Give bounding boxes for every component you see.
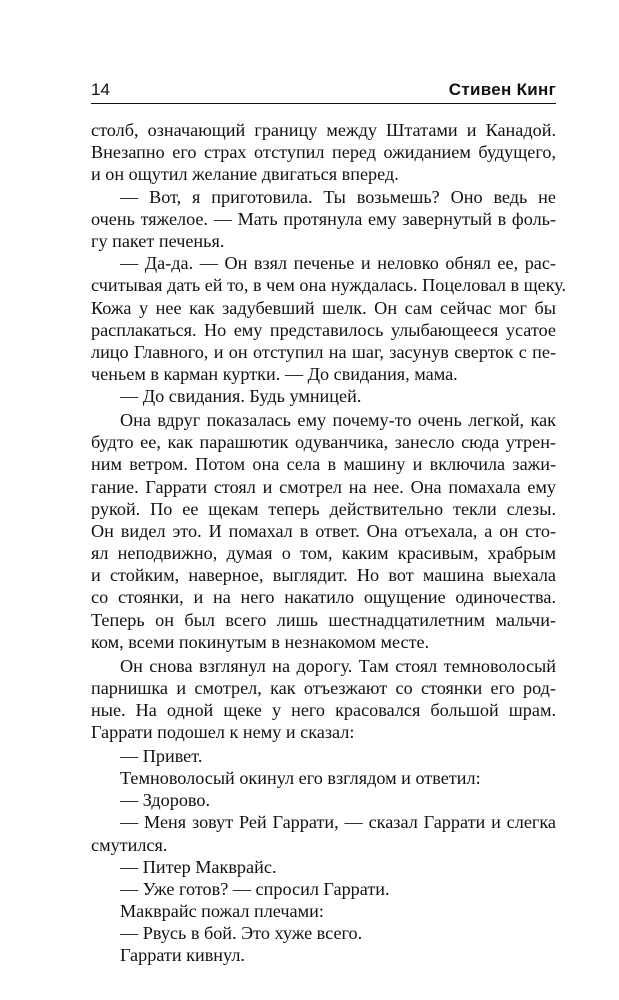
paragraph: [91, 922, 556, 944]
text-line: Теперь он был всего лишь шестнадцатилетним мальчи-: [91, 609, 556, 630]
text-line: — Вот, я приготовила. Ты возьмешь? Оно ведь не: [120, 186, 556, 207]
paragraph: [91, 655, 556, 744]
paragraph: [91, 944, 556, 966]
text-line: Внезапно его страх отступил перед ожиданием будущего,: [91, 142, 556, 163]
paragraph: [91, 385, 556, 407]
text-line: ним ветром. Потом она села в машину и включила зажи-: [91, 454, 556, 475]
text-line: очень тяжелое. — Мать протянула ему завернутый в фоль-: [91, 208, 556, 229]
text-line: — До свидания. Будь умницей.: [120, 386, 362, 407]
text-line: парнишка и смотрел, как отъезжают со стоянки его род-: [91, 677, 556, 698]
text-line: Гаррати кивнул.: [120, 945, 245, 966]
paragraph: [91, 811, 556, 855]
text-line: — Привет.: [120, 745, 203, 766]
paragraph: [91, 856, 556, 878]
text-line: смутился.: [91, 834, 168, 855]
text-line: Кожа у нее как задубевший шелк. Он сам сейчас мог бы: [91, 297, 556, 318]
paragraph: [91, 878, 556, 900]
text-line: гание. Гаррати стоял и смотрел на нее. Она помахала ему: [91, 476, 556, 497]
text-line: Темноволосый окинул его взглядом и ответил:: [120, 767, 481, 788]
text-line: Она вдруг показалась ему почему-то очень легкой, как: [120, 409, 556, 430]
text-line: Гаррати подошел к нему и сказал:: [91, 722, 355, 743]
text-line: — Уже готов? — спросил Гаррати.: [120, 878, 390, 899]
text-line: столб, означающий границу между Штатами и Канадой.: [91, 120, 556, 140]
page-number: 14: [91, 80, 110, 99]
paragraph: [91, 900, 556, 922]
text-line: — Меня зовут Рей Гаррати, — сказал Гаррати и слегка: [120, 812, 556, 833]
text-line: со стоянки, и на него накатило ощущение одиночества.: [91, 587, 556, 608]
paragraph: [91, 745, 556, 767]
paragraph: [91, 252, 567, 385]
text-line: — Рвусь в бой. Это хуже всего.: [120, 923, 363, 944]
text-line: Он видел это. И помахал в ответ. Она отъехала, а он сто-: [91, 520, 556, 541]
text-line: будто ее, как парашютик одуванчика, занесло сюда утрен-: [91, 432, 556, 453]
text-line: лицо Главного, и он отступил на шаг, засунув сверток с пе-: [91, 341, 556, 362]
text-line: ял неподвижно, думая о том, каким красивым, храбрым: [91, 543, 556, 564]
text-line: рукой. По ее щекам теперь действительно текли слезы.: [91, 498, 556, 519]
text-line: гу пакет печенья.: [91, 230, 225, 251]
running-author: Стивен Кинг: [448, 80, 556, 99]
running-header: [91, 80, 556, 104]
text-line: — Да-да. — Он взял печенье и неловко обнял ее, рас-: [120, 253, 556, 274]
body-text: [91, 119, 567, 967]
text-line: считывая дать ей то, в чем она нуждалась. Поцеловал в щеку.: [91, 275, 567, 296]
text-line: — Здорово.: [120, 790, 211, 811]
text-line: и стойким, наверное, выглядит. Но вот машина выехала: [91, 565, 556, 586]
paragraph: [91, 767, 556, 789]
paragraph: [91, 186, 556, 253]
text-line: Он снова взглянул на дорогу. Там стоял темноволосый: [120, 655, 556, 676]
text-line: — Питер Макврайс.: [120, 856, 277, 877]
text-line: Макврайс пожал плечами:: [120, 901, 324, 922]
text-line: ные. На одной щеке у него красовался большой шрам.: [91, 699, 556, 720]
paragraph: [91, 119, 556, 186]
paragraph: [91, 409, 556, 653]
header-rule: [91, 103, 556, 104]
text-line: и он ощутил желание двигаться вперед.: [91, 164, 399, 185]
text-line: ченьем в карман куртки. — До свидания, мама.: [91, 364, 458, 385]
paragraph: [91, 789, 556, 811]
text-line: ком, всеми покинутым в незнакомом месте.: [91, 631, 430, 652]
text-line: расплакаться. Но ему представилось улыбающееся усатое: [91, 319, 556, 340]
